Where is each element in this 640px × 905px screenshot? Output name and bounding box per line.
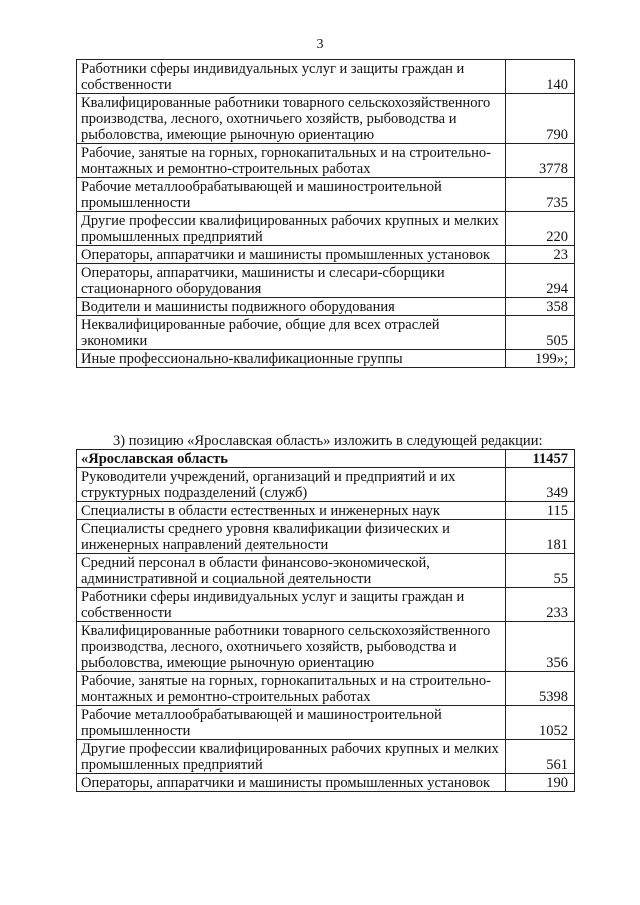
region-name: «Ярославская область [77,450,506,468]
row-value: 115 [506,502,575,520]
row-label: Операторы, аппаратчики и машинисты промышленных установок [77,774,506,792]
row-value: 735 [506,178,575,212]
table-row [77,212,575,246]
row-value: 233 [506,588,575,622]
table-row [77,350,575,368]
row-label: Рабочие, занятые на горных, горнокапитальных и на строительно-монтажных и ремонтно-строительных работах [77,144,506,178]
row-label: Работники сферы индивидуальных услуг и защиты граждан и собственности [77,60,506,94]
row-value: 190 [506,774,575,792]
table-row [77,94,575,144]
table-row [77,144,575,178]
table-row [77,502,575,520]
row-value: 55 [506,554,575,588]
row-label: Работники сферы индивидуальных услуг и защиты граждан и собственности [77,588,506,622]
row-label: Рабочие металлообрабатывающей и машиностроительной промышленности [77,178,506,212]
row-label: Рабочие металлообрабатывающей и машиностроительной промышленности [77,706,506,740]
table-row [77,60,575,94]
region-header-row [77,450,575,468]
table-row [77,178,575,212]
row-value: 3778 [506,144,575,178]
row-value: 140 [506,60,575,94]
table-row [77,520,575,554]
table-row [77,298,575,316]
table-row [77,706,575,740]
row-value: 294 [506,264,575,298]
row-value: 358 [506,298,575,316]
table-row [77,774,575,792]
row-label: Руководители учреждений, организаций и предприятий и их структурных подразделений (служб) [77,468,506,502]
row-value: 199»; [506,350,575,368]
row-label: Специалисты среднего уровня квалификации физических и инженерных направлений деятельности [77,520,506,554]
table-row [77,316,575,350]
row-value: 5398 [506,672,575,706]
row-label: Операторы, аппаратчики, машинисты и слесари-сборщики стационарного оборудования [77,264,506,298]
row-value: 561 [506,740,575,774]
row-value: 1052 [506,706,575,740]
row-label: Другие профессии квалифицированных рабочих крупных и мелких промышленных предприятий [77,740,506,774]
row-label: Квалифицированные работники товарного сельскохозяйственного производства, лесного, охотничьего хозяйств, рыбоводства и рыболовства, имеющие рыночную ориентацию [77,94,506,144]
row-label: Специалисты в области естественных и инженерных наук [77,502,506,520]
table-row [77,264,575,298]
yaroslavl-region-table [76,449,575,792]
row-label: Иные профессионально-квалификационные группы [77,350,506,368]
row-value: 505 [506,316,575,350]
row-value: 181 [506,520,575,554]
row-value: 790 [506,94,575,144]
row-label: Рабочие, занятые на горных, горнокапитальных и на строительно-монтажных и ремонтно-строительных работах [77,672,506,706]
table-row [77,246,575,264]
occupation-table-continuation [76,59,575,368]
row-label: Квалифицированные работники товарного сельскохозяйственного производства, лесного, охотничьего хозяйств, рыбоводства и рыболовства, имеющие рыночную ориентацию [77,622,506,672]
row-label: Операторы, аппаратчики и машинисты промышленных установок [77,246,506,264]
row-label: Средний персонал в области финансово-экономической, административной и социальной деятельности [77,554,506,588]
row-label: Водители и машинисты подвижного оборудования [77,298,506,316]
row-value: 23 [506,246,575,264]
row-value: 349 [506,468,575,502]
page-number: 3 [316,37,324,52]
row-label: Другие профессии квалифицированных рабочих крупных и мелких промышленных предприятий [77,212,506,246]
amendment-instruction: 3) позицию «Ярославская область» изложить в следующей редакции: [113,433,543,449]
region-total: 11457 [506,450,575,468]
table-row [77,740,575,774]
row-value: 220 [506,212,575,246]
table-row [77,622,575,672]
table-row [77,588,575,622]
row-label: Неквалифицированные рабочие, общие для всех отраслей экономики [77,316,506,350]
table-row [77,672,575,706]
table-row [77,554,575,588]
table-row [77,468,575,502]
row-value: 356 [506,622,575,672]
